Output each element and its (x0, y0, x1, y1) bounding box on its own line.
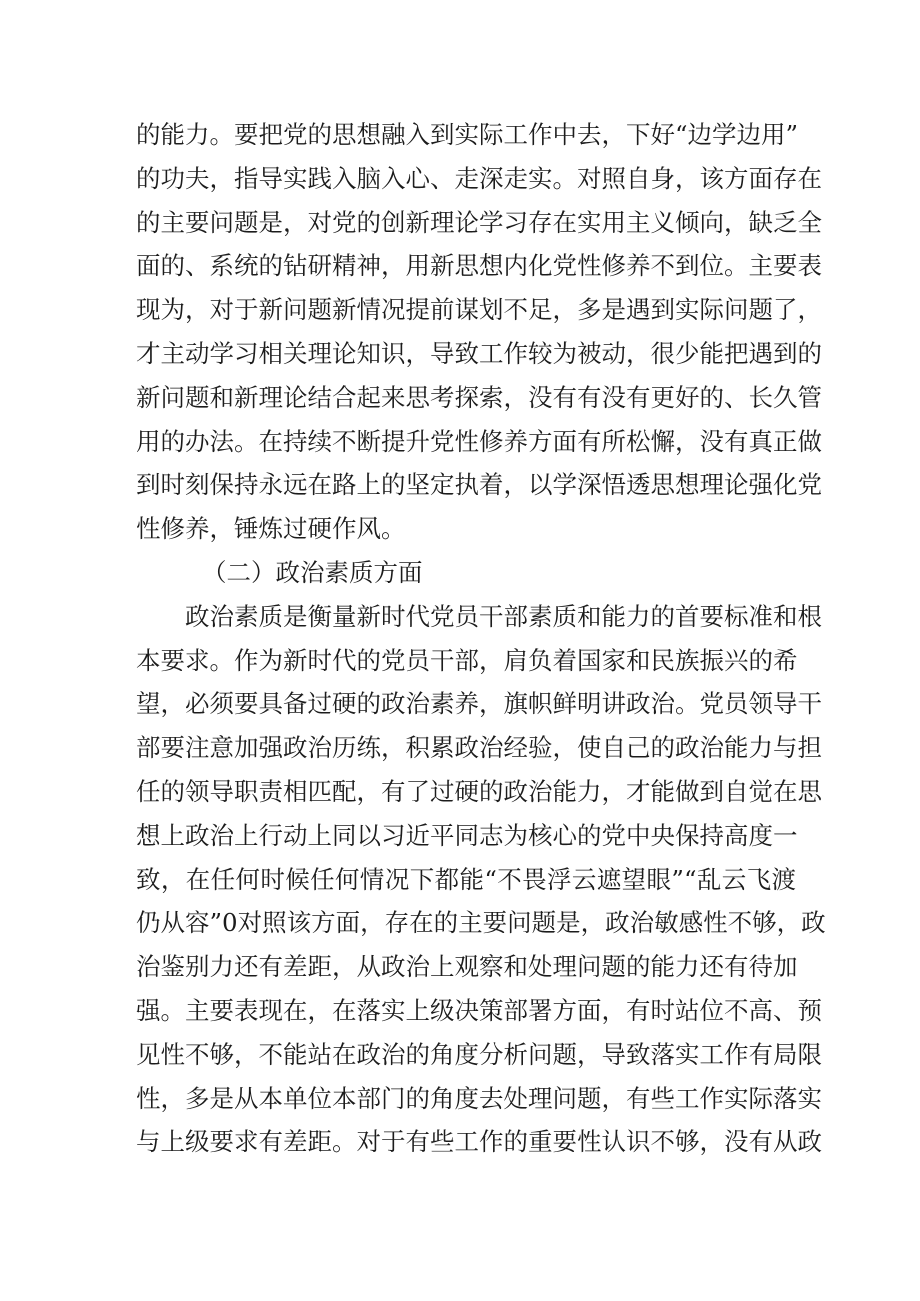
paragraph-line: 部要注意加强政治历练，积累政治经验，使自己的政治能力与担 (136, 733, 822, 763)
section-heading: （二）政治素质方面 (202, 557, 423, 587)
paragraph-line: 才主动学习相关理论知识，导致工作较为被动，很少能把遇到的 (136, 338, 822, 368)
paragraph-line: 强。主要表现在，在落实上级决策部署方面，有时站位不高、预 (136, 995, 822, 1025)
paragraph-line: 仍从容”0对照该方面，存在的主要问题是，政治敏感性不够，政 (136, 908, 826, 938)
paragraph-line: 治鉴别力还有差距，从政治上观察和处理问题的能力还有待加 (136, 952, 798, 982)
paragraph-line: 本要求。作为新时代的党员干部，肩负着国家和民族振兴的希 (136, 645, 798, 675)
paragraph-line: 想上政治上行动上同以习近平同志为核心的党中央保持高度一 (136, 820, 798, 850)
paragraph-line: 的主要问题是，对党的创新理论学习存在实用主义倾向，缺乏全 (136, 207, 822, 237)
paragraph-line: 望，必须要具备过硬的政治素养，旗帜鲜明讲政治。党员领导干 (136, 689, 822, 719)
paragraph-line: 的能力。要把党的思想融入到实际工作中去，下好“边学边用” (136, 120, 799, 149)
paragraph-line: 见性不够，不能站在政治的角度分析问题，导致落实工作有局限 (136, 1039, 822, 1069)
paragraph-line: 性，多是从本单位本部门的角度去处理问题，有些工作实际落实 (136, 1083, 822, 1113)
paragraph-line: 面的、系统的钻研精神，用新思想内化党性修养不到位。主要表 (136, 251, 822, 281)
paragraph-line: 现为，对于新问题新情况提前谋划不足，多是遇到实际问题了， (136, 295, 822, 325)
paragraph-line: 性修养，锤炼过硬作风。 (136, 514, 406, 544)
document-body (136, 115, 826, 1166)
paragraph-line: 任的领导职责相匹配，有了过硬的政治能力，才能做到自觉在思 (136, 776, 822, 806)
paragraph-line: 用的办法。在持续不断提升党性修养方面有所松懈，没有真正做 (136, 426, 822, 456)
paragraph-line: 与上级要求有差距。对于有些工作的重要性认识不够，没有从政 (136, 1127, 822, 1157)
paragraph-line: 到时刻保持永远在路上的坚定执着，以学深悟透思想理论强化党 (136, 470, 822, 500)
paragraph-line: 新问题和新理论结合起来思考探索，没有有没有更好的、长久管 (136, 382, 822, 412)
paragraph-2 (136, 597, 826, 1166)
paragraph-line: 致，在任何时候任何情况下都能“不畏浮云遮望眼”“乱云飞渡 (136, 864, 796, 894)
paragraph-line: 政治素质是衡量新时代党员干部素质和能力的首要标准和根 (185, 601, 822, 631)
paragraph-1 (136, 115, 822, 553)
paragraph-line: 的功夫，指导实践入脑入心、走深走实。对照自身，该方面存在 (136, 163, 822, 193)
